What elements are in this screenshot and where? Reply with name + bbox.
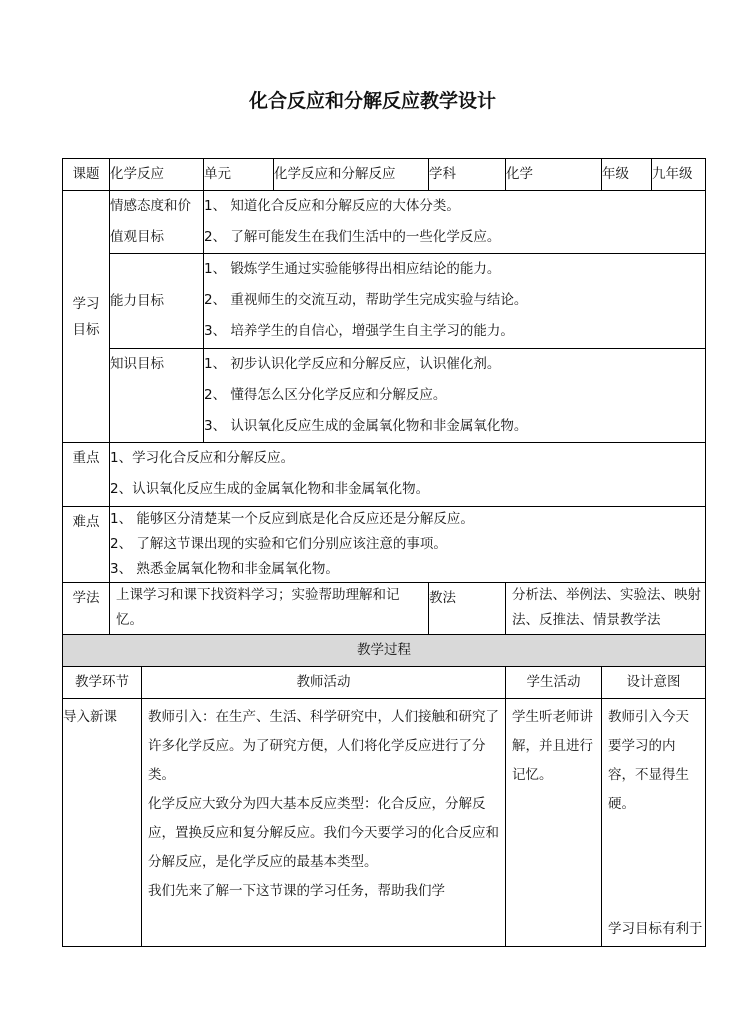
process-row [63,699,706,947]
goals-label [63,191,110,443]
study-method-label: 学法 [63,583,110,635]
ability-item: 2、 重视师生的交流互动，帮助学生完成实验与结论。 [204,292,528,308]
grade-value: 九年级 [652,159,706,191]
difficulties-row [63,507,706,583]
key-points-label: 重点 [63,443,110,507]
column-intent: 设计意图 [602,667,706,699]
goals-label-line1: 学习 [72,295,100,312]
key-points-items [110,443,706,507]
teacher-paragraph: 教师引入：在生产、生活、科学研究中，人们接触和研究了许多化学反应。为了研究方便，人们将化学反应进行了分类。 [148,709,499,783]
teacher-paragraph: 化学反应大致分为四大基本反应类型：化合反应，分解反应，置换反应和复分解反应。我们今天要学习的化合反应和分解反应，是化学反应的最基本类型。 [148,796,499,870]
teach-method-label: 教法 [429,583,506,635]
course-label: 课题 [63,159,110,191]
subject-value: 化学 [506,159,602,191]
emotion-label-line1: 情感态度和价 [110,198,191,214]
goal-ability-row [63,254,706,349]
ability-goal-label: 能力目标 [110,254,204,349]
student-paragraph: 学生听老师讲解，并且进行记忆。 [512,709,593,783]
unit-label: 单元 [204,159,274,191]
process-heading-row [63,635,706,667]
lesson-plan-table [62,158,706,947]
emotion-item: 2、 了解可能发生在我们生活中的一些化学反应。 [204,229,501,245]
emotion-item: 1、 知道化合反应和分解反应的大体分类。 [204,198,460,214]
grade-label: 年级 [602,159,652,191]
column-student: 学生活动 [506,667,602,699]
design-intent-cell [602,699,706,947]
teacher-activity-cell [142,699,506,947]
column-teacher: 教师活动 [142,667,506,699]
process-columns-row [63,667,706,699]
emotion-goal-label [110,191,204,254]
ability-item: 1、 锻炼学生通过实验能够得出相应结论的能力。 [204,261,501,277]
key-points-row [63,443,706,507]
goals-label-line2: 目标 [72,321,100,338]
emotion-label-line2: 值观目标 [110,229,164,245]
teach-method-value [506,583,706,635]
ability-item: 3、 培养学生的自信心，增强学生自主学习的能力。 [204,323,514,339]
difficulties-label: 难点 [63,507,110,583]
difficulty-item: 3、 熟悉金属氧化物和非金属氧化物。 [110,561,339,577]
goal-knowledge-row [63,349,706,443]
knowledge-item: 3、 认识氧化反应生成的金属氧化物和非金属氧化物。 [204,418,528,434]
knowledge-goal-label: 知识目标 [110,349,204,443]
teacher-paragraph: 我们先来了解一下这节课的学习任务，帮助我们学 [148,883,445,899]
course-value: 化学反应 [110,159,204,191]
student-activity-cell [506,699,602,947]
column-stage: 教学环节 [63,667,142,699]
study-method-text: 上课学习和课下找资料学习；实验帮助理解和记忆。 [116,587,400,628]
key-point-item: 1、学习化合反应和分解反应。 [110,450,295,466]
document-title: 化合反应和分解反应教学设计 [248,90,496,112]
stage-cell: 导入新课 [63,699,142,947]
difficulties-items [110,507,706,583]
difficulty-item: 1、 能够区分清楚某一个反应到底是化合反应还是分解反应。 [110,511,474,527]
intent-paragraph: 学习目标有利于 [608,921,703,937]
intent-paragraph: 教师引入今天要学习的内容，不显得生硬。 [608,709,689,812]
knowledge-item: 1、 初步认识化学反应和分解反应，认识催化剂。 [204,356,501,372]
difficulty-item: 2、 了解这节课出现的实验和它们分别应该注意的事项。 [110,536,447,552]
unit-value: 化学反应和分解反应 [274,159,429,191]
header-row [63,159,706,191]
key-point-item: 2、认识氧化反应生成的金属氧化物和非金属氧化物。 [110,481,430,497]
teach-method-text: 分析法、举例法、实验法、映射法、反推法、情景教学法 [512,587,701,628]
process-heading: 教学过程 [63,635,706,667]
subject-label: 学科 [429,159,506,191]
knowledge-item: 2、 懂得怎么区分化学反应和分解反应。 [204,387,447,403]
methods-row [63,583,706,635]
ability-goal-items [204,254,706,349]
goal-emotion-row [63,191,706,254]
study-method-value [110,583,429,635]
knowledge-goal-items [204,349,706,443]
emotion-goal-items [204,191,706,254]
